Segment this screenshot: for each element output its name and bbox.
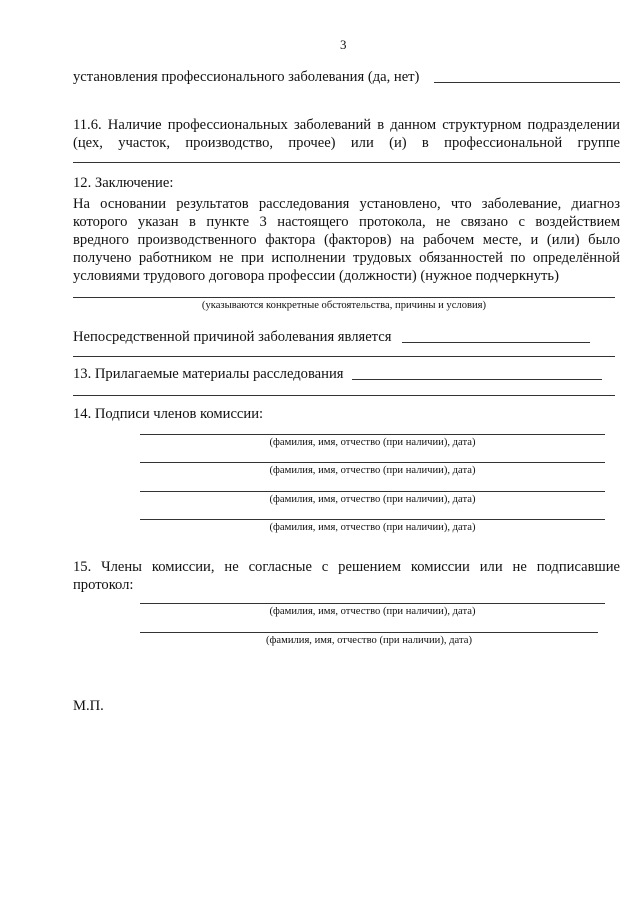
section-12-line: которого указан в пункте 3 настоящего протокола, не связано с воздействием xyxy=(73,214,620,230)
section-12-line: получено работником не при исполнении трудовых обязанностей по определённой xyxy=(73,250,620,266)
signature-caption: (фамилия, имя, отчество (при наличии), дата) xyxy=(269,522,476,533)
materials-extra-line[interactable] xyxy=(73,395,615,396)
section-15-line2: протокол: xyxy=(73,577,134,593)
section-11-6-fill-line[interactable] xyxy=(73,162,620,163)
section-15-line1: 15. Члены комиссии, не согласные с решением комиссии или не подписавшие xyxy=(73,559,620,575)
signature-line[interactable] xyxy=(140,519,605,520)
section-12-line: вредного производственного фактора (факторов) на рабочем месте, и (или) было xyxy=(73,232,620,248)
section-13-label: 13. Прилагаемые материалы расследования xyxy=(73,366,344,382)
cause-answer-line[interactable] xyxy=(402,342,590,343)
page-number: 3 xyxy=(340,37,347,52)
circumstances-caption: (указываются конкретные обстоятельства, причины и условия) xyxy=(201,300,487,311)
section-11-6-line2: (цех, участок, производство, прочее) или (и) в профессиональной группе xyxy=(73,135,620,151)
dissent-signature-line[interactable] xyxy=(140,632,598,633)
intro-answer-line[interactable] xyxy=(434,82,620,83)
section-11-6-line1: 11.6. Наличие профессиональных заболеваний в данном структурном подразделении xyxy=(73,117,620,133)
section-14-heading: 14. Подписи членов комиссии: xyxy=(73,406,264,422)
section-12-heading: 12. Заключение: xyxy=(73,175,174,191)
signature-caption: (фамилия, имя, отчество (при наличии), дата) xyxy=(269,465,476,476)
signature-caption: (фамилия, имя, отчество (при наличии), дата) xyxy=(269,494,476,505)
dissent-signature-caption: (фамилия, имя, отчество (при наличии), дата) xyxy=(266,635,472,646)
circumstances-line[interactable] xyxy=(73,297,615,298)
intro-line: установления профессионального заболевания (да, нет) xyxy=(73,69,420,85)
section-12-line: На основании результатов расследования установлено, что заболевание, диагноз xyxy=(73,196,620,212)
dissent-signature-caption: (фамилия, имя, отчество (при наличии), дата) xyxy=(269,606,476,617)
cause-label: Непосредственной причиной заболевания является xyxy=(73,329,392,345)
signature-line[interactable] xyxy=(140,462,605,463)
materials-answer-line[interactable] xyxy=(352,379,602,380)
signature-line[interactable] xyxy=(140,434,605,435)
cause-extra-line[interactable] xyxy=(73,356,615,357)
signature-line[interactable] xyxy=(140,491,605,492)
signature-caption: (фамилия, имя, отчество (при наличии), дата) xyxy=(269,437,476,448)
stamp-label: М.П. xyxy=(73,698,104,714)
section-12-line: условиями трудового договора профессии (должности) (нужное подчеркнуть) xyxy=(73,268,559,284)
dissent-signature-line[interactable] xyxy=(140,603,605,604)
